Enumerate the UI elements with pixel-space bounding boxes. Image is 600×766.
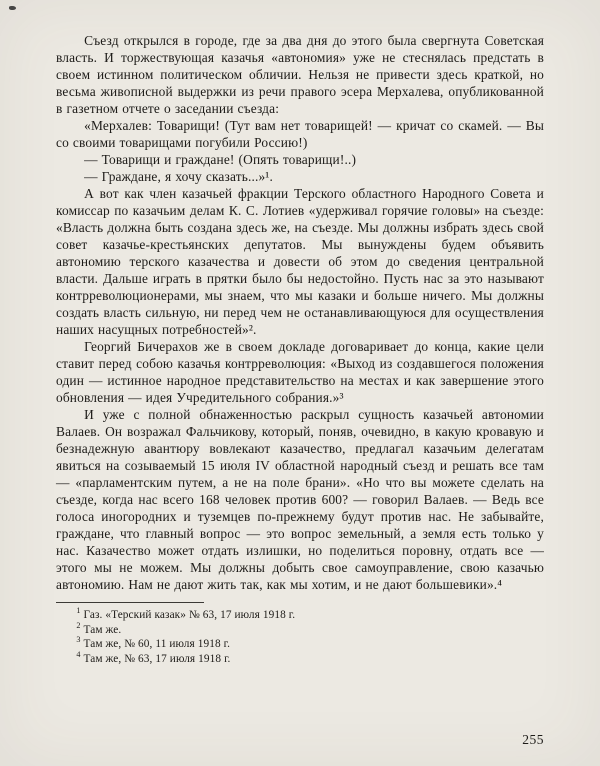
footnote-marker: 2 — [76, 620, 81, 630]
paragraph: Георгий Бичерахов же в своем докладе договаривает до конца, какие цели ставит перед собою казачья контрреволюция: «Выход из создавшегося положения один — истинное народное представительство на местах и как завершение этого обновления — идея Учредительного собрания.»³ — [56, 339, 544, 405]
footnotes-section — [56, 602, 544, 666]
footnote-text: Там же, № 60, 11 июля 1918 г. — [83, 638, 231, 650]
footnote-text: Газ. «Терский казак» № 63, 17 июля 1918 г. — [83, 609, 296, 621]
footnote-marker: 3 — [76, 635, 81, 645]
paragraph: — Граждане, я хочу сказать...»¹. — [84, 169, 273, 184]
paragraph: — Товарищи и граждане! (Опять товарищи!..) — [84, 152, 357, 167]
footnote-marker: 4 — [76, 649, 81, 659]
footnote-divider-line — [56, 602, 204, 603]
paragraph: А вот как член казачьей фракции Терского областного Народного Совета и комиссар по казачьим делам К. С. Лотиев «удерживал горячие головы» на съезде: «Власть должна быть создана здесь же, на съезде. Мы должны избрать здесь свой совет казачье-крестьянских депутатов. Мы вынуждены будем объявить автономию терского казачества и довести об этом до сведения центральной власти. Дальше играть в прятки было бы недостойно. Пусть нас за это называют контрреволюционерами, мы знаем, что мы казаки и больше ничего. Мы должны создать власть сильную, ни перед чем не останавливающуюся для осуществления наших насущных потребностей»². — [56, 186, 544, 337]
footnote-marker: 1 — [76, 606, 81, 616]
footnote — [56, 649, 544, 667]
paragraph: И уже с полной обнаженностью раскрыл сущность казачьей автономии Валаев. Он возражал Фальчикову, который, поняв, очевидно, в какую кровавую и безнадежную авантюру вовлекают казачество, предлагал казачьим делегатам явиться на созываемый 15 июля IV областной народный съезд и решать все там — «парламентским путем, а не на поле брани». «Но что вы можете сделать на съезде, когда нас всего 168 человек против 600? — говорил Валаев. — Ведь все голоса иногородних и туземцев по-прежнему будут против нас. Не забывайте, граждане, что главный вопрос — это вопрос земельный, а земля есть только у нас. Казачество может отдать излишки, но поделиться поровну, отдать все — этого мы не можем. Мы должны добыть свое самоуправление, свою казачью автономию. Нам не дают жить так, как мы хотим, и не дают большевики».⁴ — [56, 407, 544, 592]
page-body-text — [56, 32, 544, 593]
footnote-text: Там же, № 63, 17 июля 1918 г. — [83, 652, 231, 665]
page-number: 255 — [522, 732, 544, 747]
footnote — [56, 620, 544, 638]
paragraph: «Мерхалев: Товарищи! (Тут вам нет товарищей! — кричат со скамей. — Вы со своими товарищами погубили Россию!) — [56, 118, 544, 150]
footnote-text: Там же. — [83, 623, 122, 636]
scan-artifact — [9, 6, 16, 10]
footnote — [56, 637, 544, 652]
paragraph: Съезд открылся в городе, где за два дня до этого была свергнута Советская власть. И торжествующая казачья «автономия» уже не стеснялась предстать в своем истинном политическом обличии. Нельзя не привести здесь краткой, но весьма живописной выдержки из речи правого эсера Мерхалева, опубликованной в газетном отчете о заседании съезда: — [56, 33, 544, 116]
footnote — [56, 608, 544, 623]
